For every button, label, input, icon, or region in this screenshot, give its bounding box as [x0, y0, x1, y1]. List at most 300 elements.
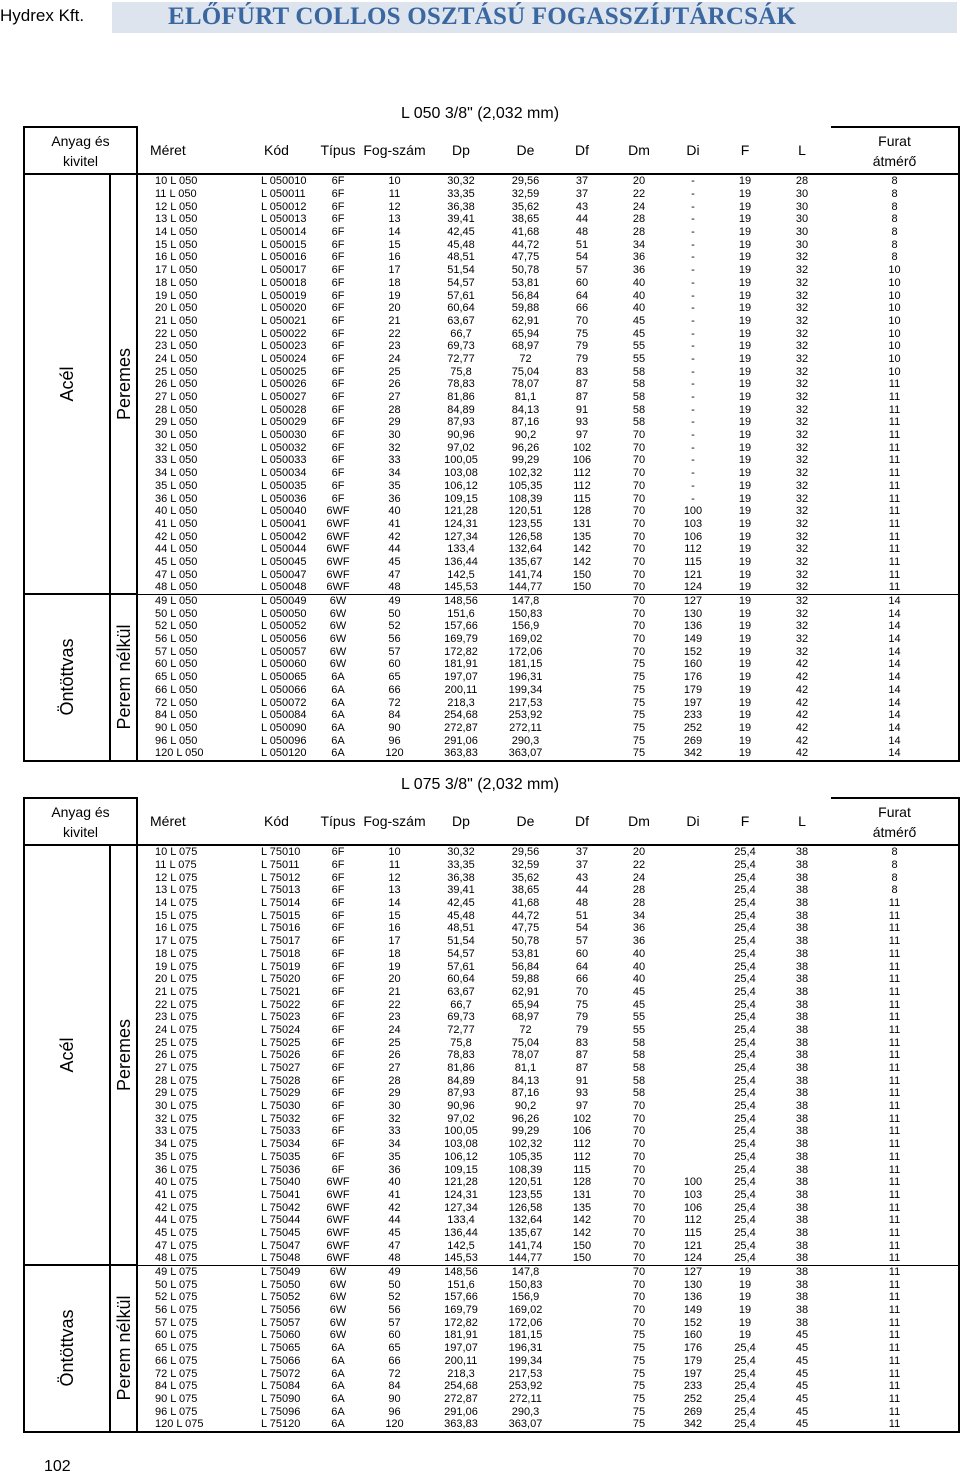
table-cell: L 050033	[261, 454, 307, 467]
table-row	[24, 1367, 959, 1380]
table-row	[24, 658, 959, 671]
table-cell	[555, 1418, 609, 1432]
table-cell: L 75066	[261, 1354, 301, 1367]
table-cell: 6WF	[326, 517, 350, 530]
table-cell: L 050022	[261, 327, 307, 340]
table-cell: L 75029	[261, 1087, 301, 1100]
table-row	[24, 378, 959, 391]
table-cell: 196,31	[508, 671, 543, 684]
table-cell: 41 L 075	[155, 1188, 198, 1201]
table-cell: 10	[831, 264, 959, 277]
table-cell: 75,8	[450, 1036, 472, 1049]
table-cell: 24 L 050	[155, 352, 198, 365]
table-cell: 32	[795, 633, 809, 646]
table-cell: L 75024	[261, 1023, 301, 1036]
table-cell: 32	[795, 454, 809, 467]
table-cell: 11	[831, 909, 959, 922]
table-cell: 200,11	[444, 1354, 478, 1367]
table-cell: 19	[738, 620, 752, 633]
table-cell: 90 L 075	[155, 1392, 198, 1405]
table-cell: 33,35	[447, 188, 475, 201]
table-cell	[669, 1024, 717, 1037]
table-cell	[669, 1011, 717, 1024]
table-cell: 6F	[331, 378, 345, 391]
table-cell: L 050019	[261, 289, 307, 302]
table-cell: 11	[831, 416, 959, 429]
table-cell: 45	[795, 1354, 809, 1367]
table-cell: 150	[555, 581, 609, 594]
table-cell: 8	[831, 226, 959, 239]
table-cell: 36,38	[447, 200, 475, 213]
table-cell: 11	[831, 1100, 959, 1113]
table-cell: 23	[388, 340, 401, 353]
table-cell: 40	[632, 973, 646, 986]
table-cell: 6A	[331, 1392, 345, 1405]
table-cell: 6F	[331, 302, 345, 315]
table-cell: 30 L 050	[155, 429, 198, 442]
table-cell: 19	[738, 1291, 752, 1304]
table-cell: L 050021	[261, 314, 307, 327]
table-cell: 179	[683, 1354, 703, 1367]
table-row	[24, 734, 959, 747]
table-row	[24, 264, 959, 277]
table-cell: L 75033	[261, 1125, 301, 1138]
table-cell: 19	[738, 517, 752, 530]
table-cell: L 050056	[261, 633, 307, 646]
table-cell: L 75057	[261, 1316, 301, 1329]
table-cell: L 050065	[261, 671, 307, 684]
table-cell: 35,62	[511, 871, 540, 884]
table-cell: 6WF	[326, 530, 350, 543]
table-cell: 70	[632, 595, 646, 608]
header-row	[24, 798, 959, 845]
table-cell: 32	[795, 340, 809, 353]
col-header-10: L	[773, 127, 831, 174]
table-cell: 16 L 050	[155, 251, 198, 264]
table-cell: 17 L 075	[155, 935, 198, 948]
table-cell: 38	[795, 935, 809, 948]
table-cell: 10	[388, 846, 401, 859]
table-cell: 14	[831, 747, 959, 761]
table-cell	[669, 1074, 717, 1087]
table-cell: 75	[632, 1405, 646, 1418]
table-cell: 52 L 075	[155, 1291, 198, 1304]
table-cell: 57 L 050	[155, 645, 198, 658]
table-cell: 70	[632, 1239, 646, 1252]
table-cell: 6F	[331, 947, 345, 960]
table-cell: 75	[632, 1342, 646, 1355]
table-cell: 25,4	[734, 935, 756, 948]
table-cell: 70	[632, 1112, 646, 1125]
table-cell: 32	[795, 568, 809, 581]
table-cell	[555, 1367, 609, 1380]
table-cell: 34 L 050	[155, 467, 198, 480]
table-cell: 72 L 050	[155, 696, 198, 709]
table-row	[24, 973, 959, 986]
table-cell: 32	[795, 543, 809, 556]
table-cell: 27	[388, 1062, 401, 1075]
table-cell: 90,96	[447, 1100, 475, 1113]
table-cell: 57	[575, 935, 589, 948]
table-cell: 37	[575, 188, 589, 201]
table-cell: 151,6	[447, 607, 475, 620]
table-cell: 68,97	[511, 1011, 540, 1024]
table-cell: 28	[632, 226, 646, 239]
table-cell: 6F	[331, 897, 345, 910]
table-cell: 6A	[331, 683, 345, 696]
table-cell: 25,4	[734, 1036, 756, 1049]
table-cell: 51	[575, 909, 589, 922]
table-cell: 363,83	[426, 1418, 496, 1432]
table-cell: -	[691, 251, 695, 264]
table-row	[24, 1342, 959, 1355]
table-cell: 11	[831, 1024, 959, 1037]
table-cell: 14	[388, 226, 401, 239]
table-cell: 25,4	[734, 1354, 756, 1367]
table-cell: 10	[831, 365, 959, 378]
table-cell: 58	[632, 1036, 646, 1049]
table-row	[24, 1418, 959, 1432]
table-cell: L 050018	[261, 276, 307, 289]
table-cell: 19	[738, 213, 752, 226]
table-cell: 25,4	[734, 871, 756, 884]
table-cell: 38	[795, 1304, 809, 1317]
table-cell: 19 L 050	[155, 289, 198, 302]
table-cell: 70	[632, 429, 646, 442]
col-header-0: Méret	[137, 127, 240, 174]
table-cell: 6F	[331, 1087, 345, 1100]
table-cell	[555, 684, 609, 697]
table-cell: 8	[831, 200, 959, 213]
table-cell: L 75014	[261, 897, 301, 910]
group-type-label: Perem nélkül	[113, 1295, 134, 1401]
table-cell: 42 L 050	[155, 530, 198, 543]
table-cell: 172,06	[508, 645, 543, 658]
table-row	[24, 1112, 959, 1125]
table-cell: 90	[388, 1392, 401, 1405]
table-cell: 40	[388, 505, 401, 518]
table-cell: 15	[388, 238, 401, 251]
table-cell: 102,32	[508, 467, 543, 480]
table-cell: 19	[738, 671, 752, 684]
table-cell: 20	[632, 175, 646, 188]
table-cell: 29,56	[511, 846, 540, 859]
group-type-label: Peremes	[113, 348, 134, 421]
table-cell	[669, 871, 717, 884]
table-cell: -	[691, 289, 695, 302]
table-cell: 6F	[331, 352, 345, 365]
table-cell: 70	[632, 1125, 646, 1138]
table-cell: L 050052	[261, 620, 307, 633]
table-cell: 75	[575, 327, 589, 340]
col-header-2: Típus	[313, 127, 363, 174]
table-cell: 49 L 075	[155, 1266, 198, 1279]
table-cell: 100,05	[444, 1125, 478, 1138]
table-cell: 142,5	[447, 1239, 475, 1252]
table-cell: 6A	[313, 1418, 363, 1432]
table-cell: 26	[388, 1049, 401, 1062]
table-row	[24, 1163, 959, 1176]
table-cell: 26 L 050	[155, 378, 198, 391]
table-cell: 19	[738, 607, 752, 620]
table-cell: 34	[388, 467, 401, 480]
table-cell: 272,87	[444, 1392, 478, 1405]
table-cell: 39,41	[447, 213, 475, 226]
table-cell: 38	[795, 1163, 809, 1176]
table-cell: -	[691, 492, 695, 505]
table-cell: 16	[388, 251, 401, 264]
table-cell: 106,12	[444, 479, 478, 492]
table-cell: 10	[831, 340, 959, 353]
table-row	[24, 1100, 959, 1113]
table-cell: 10	[831, 289, 959, 302]
table-cell: 70	[632, 492, 646, 505]
table-row	[24, 530, 959, 543]
table-cell: L 75040	[261, 1176, 301, 1189]
table-cell: 75	[632, 1329, 646, 1342]
table-cell: 6F	[331, 1112, 345, 1125]
table-cell: 22 L 050	[155, 327, 198, 340]
table-cell: 70	[609, 1252, 669, 1265]
table-cell: 127,34	[444, 1201, 478, 1214]
table-cell: 19	[738, 403, 752, 416]
table-cell: 57,61	[447, 960, 475, 973]
table-cell: 38	[795, 1100, 809, 1113]
table-cell: 35 L 075	[155, 1150, 198, 1163]
table-cell: -	[691, 175, 695, 188]
table-cell: 75,04	[511, 1036, 540, 1049]
table-cell: 19	[738, 391, 752, 404]
table-cell: 25,4	[734, 1150, 756, 1163]
table-cell: 28	[632, 897, 646, 910]
table-cell: 72	[519, 1023, 532, 1036]
table-cell: -	[691, 213, 695, 226]
table-cell: 81,86	[447, 391, 475, 404]
table-cell: 42	[795, 671, 809, 684]
table-cell: 36	[632, 264, 646, 277]
table-cell: 197	[683, 1367, 703, 1380]
table-cell: 32	[795, 441, 809, 454]
table-cell	[669, 1049, 717, 1062]
table-cell: 272,87	[444, 721, 478, 734]
table-cell: L 050045	[261, 555, 307, 568]
table-cell: 84 L 075	[155, 1380, 198, 1393]
table-cell: 59,88	[511, 973, 540, 986]
table-cell: L 050014	[261, 226, 307, 239]
table-cell: 172,06	[508, 1316, 543, 1329]
table-cell: 40	[632, 289, 646, 302]
table-cell: 6F	[331, 175, 345, 188]
table-cell: 121,28	[444, 1176, 478, 1189]
table-cell: 11	[831, 1239, 959, 1252]
table-cell: 33 L 075	[155, 1125, 198, 1138]
company-name: Hydrex Kft.	[0, 6, 85, 25]
table-row	[24, 897, 959, 910]
table-cell: 79	[575, 1023, 589, 1036]
table-cell: 11	[831, 467, 959, 480]
table-cell: 75	[575, 998, 589, 1011]
col-header-furat	[831, 127, 959, 174]
table-cell: 103	[683, 517, 703, 530]
table-cell: 48,51	[447, 922, 475, 935]
table-cell: 30	[795, 188, 809, 201]
table-cell: 100	[683, 1176, 703, 1189]
table-cell: 19	[738, 683, 752, 696]
table-cell: -	[691, 454, 695, 467]
table-cell: 37	[575, 859, 589, 872]
table-cell: 291,06	[444, 1405, 478, 1418]
table-cell: 70	[632, 1316, 646, 1329]
table-cell: 11	[831, 1074, 959, 1087]
table-cell: 181,91	[444, 658, 478, 671]
table-cell: 6F	[331, 226, 345, 239]
table-cell: 34	[388, 1138, 401, 1151]
table-cell: 11	[831, 429, 959, 442]
table-row	[24, 353, 959, 366]
table-cell: 75	[632, 721, 646, 734]
table-cell: 69,73	[447, 340, 475, 353]
table-cell: 109,15	[444, 492, 478, 505]
table-cell: 32	[795, 352, 809, 365]
table-cell: 6F	[331, 1062, 345, 1075]
table-cell: 10	[831, 315, 959, 328]
table-cell: 11	[831, 1214, 959, 1227]
table-cell: 45	[388, 1226, 401, 1239]
table-cell: 36	[632, 251, 646, 264]
table-cell: L 050016	[261, 251, 307, 264]
table-cell: 24	[388, 352, 401, 365]
table-cell: L 75018	[261, 947, 301, 960]
col-header-9: F	[717, 798, 773, 845]
table-cell: 29 L 050	[155, 416, 198, 429]
table-cell: 27	[388, 391, 401, 404]
table-cell: 176	[683, 1342, 703, 1355]
table-cell: 19	[738, 238, 752, 251]
table-cell: 65	[388, 671, 401, 684]
table-cell: 48	[575, 897, 589, 910]
table-cell: 38	[795, 947, 809, 960]
table-cell: 58	[632, 403, 646, 416]
table-cell: 103,08	[444, 467, 478, 480]
table-cell: 19	[738, 1266, 752, 1279]
table-cell: 11	[388, 188, 401, 201]
table-cell: 6F	[331, 1049, 345, 1062]
table-cell: 47 L 075	[155, 1239, 198, 1252]
table-cell: 363,07	[496, 1418, 555, 1432]
table-cell: -	[691, 429, 695, 442]
table-cell: 96,26	[511, 441, 540, 454]
table-cell: L 050050	[261, 607, 307, 620]
col-header-9: F	[717, 127, 773, 174]
table-cell: 25,4	[734, 1125, 756, 1138]
table-cell: 152	[683, 645, 703, 658]
table-cell: 87,16	[511, 1087, 540, 1100]
table-cell: 38	[795, 1201, 809, 1214]
col-header-6: Df	[555, 798, 609, 845]
table-cell: L 75048	[240, 1252, 313, 1265]
table-cell: 6F	[331, 429, 345, 442]
table-cell: L 050090	[261, 721, 307, 734]
table-cell: 106,12	[444, 1150, 478, 1163]
table-cell: 19	[738, 1329, 752, 1342]
table-cell: 6W	[329, 633, 347, 646]
table-cell: 11	[831, 1265, 959, 1278]
table-cell: 38	[795, 846, 809, 859]
table-cell: 32 L 075	[155, 1112, 198, 1125]
table-cell: L 75028	[261, 1074, 301, 1087]
table-cell: -	[691, 467, 695, 480]
table-cell: 97,02	[447, 441, 475, 454]
table-cell: 23 L 075	[155, 1011, 198, 1024]
table-cell: 14	[831, 645, 959, 658]
table-row	[24, 1024, 959, 1037]
table-cell	[669, 1163, 717, 1176]
table-cell: 45	[632, 314, 646, 327]
group-type	[110, 174, 137, 594]
table-cell: -	[691, 327, 695, 340]
table-cell: 6F	[331, 1138, 345, 1151]
table-cell: 70	[632, 568, 646, 581]
col-header-7: Dm	[609, 127, 669, 174]
table-cell: 25,4	[734, 1023, 756, 1036]
table-cell: 6F	[331, 998, 345, 1011]
table-cell: 6F	[331, 327, 345, 340]
table-cell: 38	[795, 1214, 809, 1227]
table-row	[24, 1138, 959, 1151]
table-cell: 50,78	[511, 264, 540, 277]
table-cell: 11	[831, 1393, 959, 1406]
table-cell: L 75023	[261, 1011, 301, 1024]
table-cell: 150	[572, 568, 592, 581]
table-cell: L 050044	[261, 543, 307, 556]
spec-table	[23, 797, 960, 1433]
table-cell: 54	[575, 251, 589, 264]
table-cell: 33	[388, 454, 401, 467]
table-cell: 131	[572, 517, 592, 530]
table-cell: 26 L 075	[155, 1049, 198, 1062]
table-cell: 87,93	[447, 1087, 475, 1100]
table-cell: 33 L 050	[155, 454, 198, 467]
table-cell: -	[691, 188, 695, 201]
table-cell: 75	[632, 683, 646, 696]
table-cell: 44 L 050	[155, 543, 198, 556]
table-cell: 32	[795, 595, 809, 608]
table-cell: 58	[632, 416, 646, 429]
table-cell: 11	[831, 1163, 959, 1176]
table-cell: 78,07	[511, 378, 540, 391]
table-cell: 50	[388, 607, 401, 620]
table-cell: 24	[388, 1023, 401, 1036]
table-cell: 54,57	[447, 276, 475, 289]
table-cell: 19	[738, 188, 752, 201]
table-row	[24, 1405, 959, 1418]
table-cell: 78,07	[511, 1049, 540, 1062]
table-cell: 19	[738, 709, 752, 722]
table-cell: 42	[795, 696, 809, 709]
table-cell: -	[691, 479, 695, 492]
table-cell: 133,4	[447, 543, 475, 556]
table-cell: L 75021	[261, 985, 301, 998]
table-cell: 6F	[331, 441, 345, 454]
table-cell: 135	[572, 530, 592, 543]
table-cell: 96	[388, 734, 401, 747]
table-row	[24, 948, 959, 961]
table-cell: 144,77	[496, 581, 555, 594]
table-cell: 269	[683, 1405, 703, 1418]
table-cell: 103,08	[444, 1138, 478, 1151]
table-cell: 11	[831, 480, 959, 493]
table-cell: L 75034	[261, 1138, 301, 1151]
